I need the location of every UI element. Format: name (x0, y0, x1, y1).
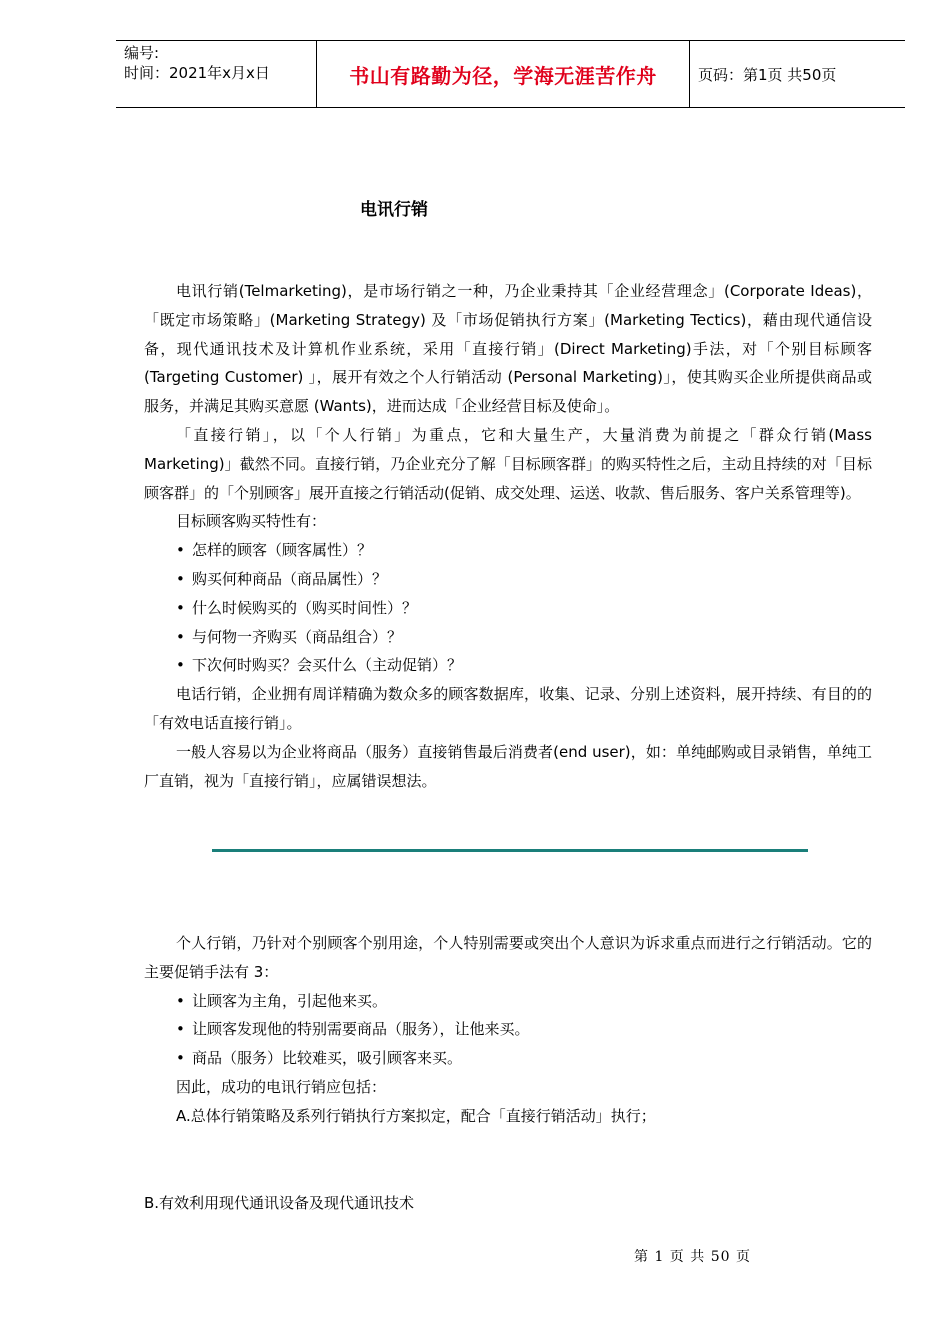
bullet-icon: • (176, 1049, 185, 1068)
list-item: • 让顾客为主角，引起他来买。 (144, 987, 872, 1016)
bullet-icon: • (176, 541, 185, 560)
bullet-list-purchase-traits (144, 536, 872, 680)
document-title: 电讯行销 (360, 200, 428, 220)
paragraph: 个人行销，乃针对个别顾客个别用途，个人特别需要或突出个人意识为诉求重点而进行之行销活动。它的主要促销手法有 3： (144, 934, 872, 981)
header-meta (116, 41, 316, 107)
list-item: • 商品（服务）比较难买，吸引顾客来买。 (144, 1044, 872, 1073)
bullet-icon: • (176, 569, 185, 588)
list-item: • 购买何种商品（商品属性）？ (144, 565, 872, 594)
section-b-heading: B.有效利用现代通讯设备及现代通讯技术 (144, 1194, 415, 1212)
paragraph: 电话行销，企业拥有周详精确为数众多的顾客数据库，收集、记录、分别上述资料，展开持续、有目的的「有效电话直接行销」。 (144, 685, 872, 732)
list-item: • 怎样的顾客（顾客属性）？ (144, 536, 872, 565)
paragraph: 因此，成功的电讯行销应包括： (176, 1077, 387, 1096)
page-header (116, 40, 905, 108)
header-number-label: 编号: (124, 44, 160, 62)
list-item: • 让顾客发现他的特别需要商品（服务），让他来买。 (144, 1015, 872, 1044)
bullet-icon: • (176, 627, 185, 646)
paragraph: 「直接行销」，以「个人行销」为重点，它和大量生产，大量消费为前提之「群众行销(Mass Marketing)」截然不同。直接行销，乃企业充分了解「目标顾客群」的购买特性之后，主动且持续的对「目标顾客群」的「个别顾客」展开直接之行销活动(促销、成交处理、运送、收款、售后服务、客户关系管理等)。 (144, 425, 872, 502)
header-time-label: 时间：2021年x月x日 (124, 64, 270, 82)
header-motto: 书山有路勤为径，学海无涯苦作舟 (316, 41, 690, 107)
list-item: • 什么时候购买的（购买时间性）？ (144, 594, 872, 623)
paragraph: 电讯行销(Telmarketing)，是市场行销之一种，乃企业秉持其「企业经营理念」(Corporate Ideas)，「既定市场策略」(Marketing Strategy) 及「市场促销执行方案」(Marketing Tectics)，藉由现代通信设备，现代通讯技术及计算机作业系统，采用「直接行销」(Direct Marketing)手法，对「个别目标顾客(Targeting Customer) 」，展开有效之个人行销活动 (Personal Marketing)」，使其购买企业所提供商品或服务，并满足其购买意愿 (Wants)，进而达成「企业经营目标及使命」。 (144, 282, 872, 416)
paragraph: A.总体行销策略及系列行销执行方案拟定，配合「直接行销活动」执行； (176, 1106, 656, 1125)
content-block-1 (144, 277, 872, 795)
paragraph: 一般人容易以为企业将商品（服务）直接销售最后消费者(end user)，如：单纯邮购或目录销售，单纯工厂直销，视为「直接行销」，应属错误想法。 (144, 742, 872, 790)
list-item: • 下次何时购买？会买什么（主动促销）？ (144, 651, 872, 680)
header-page-label: 页码：第1页 共50页 (698, 65, 837, 84)
page-footer: 第 1 页 共 50 页 (634, 1249, 751, 1265)
bullet-icon: • (176, 1020, 185, 1039)
bullet-icon: • (176, 598, 185, 617)
bullet-icon: • (176, 991, 185, 1010)
bullet-icon: • (176, 656, 185, 675)
section-divider (212, 849, 808, 852)
bullet-list-promotion-methods (144, 987, 872, 1073)
paragraph: 目标顾客购买特性有： (176, 512, 327, 531)
content-block-2 (144, 929, 872, 1131)
list-item: • 与何物一齐购买（商品组合）？ (144, 623, 872, 652)
